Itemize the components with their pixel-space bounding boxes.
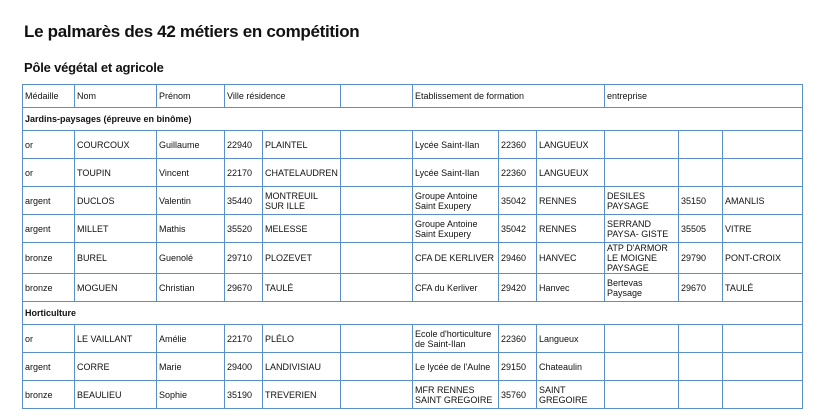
medal-cell: argent [23, 187, 75, 215]
table-row [23, 353, 803, 381]
entreprise-cp-cell [679, 131, 723, 159]
empty-cell [341, 187, 413, 215]
table-row [23, 215, 803, 243]
nom-cell: BEAULIEU [75, 381, 157, 409]
table-row [23, 131, 803, 159]
ville-cell: PLAINTEL [263, 131, 341, 159]
empty-cell [341, 215, 413, 243]
header-ville: Ville résidence [225, 85, 341, 108]
document-title: Le palmarès des 42 métiers en compétition [24, 22, 360, 41]
entreprise-cell: Bertevas Paysage [605, 274, 679, 302]
header-row [23, 85, 803, 108]
header-prenom: Prénom [157, 85, 225, 108]
prenom-cell: Guenolé [157, 243, 225, 274]
ville-cell: LANDIVISIAU [263, 353, 341, 381]
etab-ville-cell: LANGUEUX [537, 131, 605, 159]
medal-cell: bronze [23, 274, 75, 302]
prenom-cell: Sophie [157, 381, 225, 409]
entreprise-cell [605, 353, 679, 381]
prenom-cell: Guillaume [157, 131, 225, 159]
prenom-cell: Vincent [157, 159, 225, 187]
cp-cell: 22170 [225, 325, 263, 353]
ville-cell: MONTREUIL SUR ILLE [263, 187, 341, 215]
entreprise-ville-cell [723, 381, 803, 409]
cp-cell: 35190 [225, 381, 263, 409]
nom-cell: CORRE [75, 353, 157, 381]
table-row [23, 325, 803, 353]
etab-cell: CFA DE KERLIVER [413, 243, 499, 274]
cp-cell: 29710 [225, 243, 263, 274]
etab-ville-cell: Hanvec [537, 274, 605, 302]
etab-cp-cell: 35042 [499, 187, 537, 215]
prenom-cell: Mathis [157, 215, 225, 243]
prenom-cell: Christian [157, 274, 225, 302]
prenom-cell: Amélie [157, 325, 225, 353]
entreprise-cell [605, 325, 679, 353]
entreprise-ville-cell: VITRE [723, 215, 803, 243]
entreprise-cp-cell [679, 381, 723, 409]
etab-cp-cell: 22360 [499, 159, 537, 187]
header-nom: Nom [75, 85, 157, 108]
etab-ville-cell: Langueux [537, 325, 605, 353]
entreprise-cell [605, 381, 679, 409]
cp-cell: 35520 [225, 215, 263, 243]
category-row [23, 108, 803, 131]
empty-cell [341, 131, 413, 159]
ville-cell: TAULÉ [263, 274, 341, 302]
nom-cell: COURCOUX [75, 131, 157, 159]
nom-cell: TOUPIN [75, 159, 157, 187]
table-row [23, 187, 803, 215]
entreprise-cp-cell: 35150 [679, 187, 723, 215]
medal-cell: or [23, 159, 75, 187]
entreprise-ville-cell [723, 353, 803, 381]
medal-cell: or [23, 131, 75, 159]
category-label: Jardins-paysages (épreuve en binôme) [23, 108, 803, 131]
etab-cp-cell: 29150 [499, 353, 537, 381]
etab-cell: Groupe Antoine Saint Exupery [413, 215, 499, 243]
cp-cell: 29400 [225, 353, 263, 381]
prenom-cell: Marie [157, 353, 225, 381]
header-medal: Médaille [23, 85, 75, 108]
medal-cell: or [23, 325, 75, 353]
cp-cell: 22170 [225, 159, 263, 187]
etab-ville-cell: HANVEC [537, 243, 605, 274]
etab-cp-cell: 35042 [499, 215, 537, 243]
entreprise-cell: SERRAND PAYSA- GISTE [605, 215, 679, 243]
etab-ville-cell: LANGUEUX [537, 159, 605, 187]
medal-cell: bronze [23, 243, 75, 274]
category-row [23, 302, 803, 325]
table-row [23, 274, 803, 302]
cp-cell: 29670 [225, 274, 263, 302]
results-table [22, 84, 803, 409]
entreprise-ville-cell: TAULÉ [723, 274, 803, 302]
etab-ville-cell: Chateaulin [537, 353, 605, 381]
etab-cell: CFA du Kerliver [413, 274, 499, 302]
etab-cell: Lycée Saint-Ilan [413, 159, 499, 187]
cp-cell: 22940 [225, 131, 263, 159]
header-etablissement: Etablissement de formation [413, 85, 605, 108]
etab-cp-cell: 35760 [499, 381, 537, 409]
header-entreprise: entreprise [605, 85, 803, 108]
etab-cell: MFR RENNES SAINT GREGOIRE [413, 381, 499, 409]
entreprise-ville-cell [723, 159, 803, 187]
entreprise-cp-cell [679, 325, 723, 353]
entreprise-cell [605, 131, 679, 159]
entreprise-cp-cell [679, 159, 723, 187]
entreprise-cell [605, 159, 679, 187]
empty-cell [341, 325, 413, 353]
entreprise-ville-cell: AMANLIS [723, 187, 803, 215]
etab-cp-cell: 29460 [499, 243, 537, 274]
empty-cell [341, 381, 413, 409]
prenom-cell: Valentin [157, 187, 225, 215]
entreprise-ville-cell: PONT-CROIX [723, 243, 803, 274]
entreprise-cp-cell: 29790 [679, 243, 723, 274]
ville-cell: PLÉLO [263, 325, 341, 353]
empty-cell [341, 274, 413, 302]
empty-cell [341, 243, 413, 274]
etab-cp-cell: 29420 [499, 274, 537, 302]
entreprise-ville-cell [723, 131, 803, 159]
etab-cell: Groupe Antoine Saint Exupery [413, 187, 499, 215]
etab-ville-cell: RENNES [537, 187, 605, 215]
header-empty [341, 85, 413, 108]
etab-cell: Ecole d'horticulture de Saint-Ilan [413, 325, 499, 353]
medal-cell: bronze [23, 381, 75, 409]
nom-cell: MOGUEN [75, 274, 157, 302]
ville-cell: TREVERIEN [263, 381, 341, 409]
nom-cell: BUREL [75, 243, 157, 274]
entreprise-cp-cell: 29670 [679, 274, 723, 302]
nom-cell: DUCLOS [75, 187, 157, 215]
medal-cell: argent [23, 353, 75, 381]
ville-cell: PLOZEVET [263, 243, 341, 274]
medal-cell: argent [23, 215, 75, 243]
entreprise-ville-cell [723, 325, 803, 353]
etab-ville-cell: RENNES [537, 215, 605, 243]
entreprise-cp-cell: 35505 [679, 215, 723, 243]
cp-cell: 35440 [225, 187, 263, 215]
empty-cell [341, 159, 413, 187]
etab-cell: Le lycée de l'Aulne [413, 353, 499, 381]
entreprise-cell: DESILES PAYSAGE [605, 187, 679, 215]
table-row [23, 243, 803, 274]
empty-cell [341, 353, 413, 381]
etab-cell: Lycée Saint-Ilan [413, 131, 499, 159]
etab-ville-cell: SAINT GREGOIRE [537, 381, 605, 409]
etab-cp-cell: 22360 [499, 325, 537, 353]
ville-cell: MELESSE [263, 215, 341, 243]
table-row [23, 159, 803, 187]
nom-cell: LE VAILLANT [75, 325, 157, 353]
category-label: Horticulture [23, 302, 803, 325]
ville-cell: CHATELAUDREN [263, 159, 341, 187]
nom-cell: MILLET [75, 215, 157, 243]
section-title: Pôle végétal et agricole [24, 60, 164, 75]
entreprise-cell: ATP D'ARMOR LE MOIGNE PAYSAGE [605, 243, 679, 274]
entreprise-cp-cell [679, 353, 723, 381]
etab-cp-cell: 22360 [499, 131, 537, 159]
table-row [23, 381, 803, 409]
